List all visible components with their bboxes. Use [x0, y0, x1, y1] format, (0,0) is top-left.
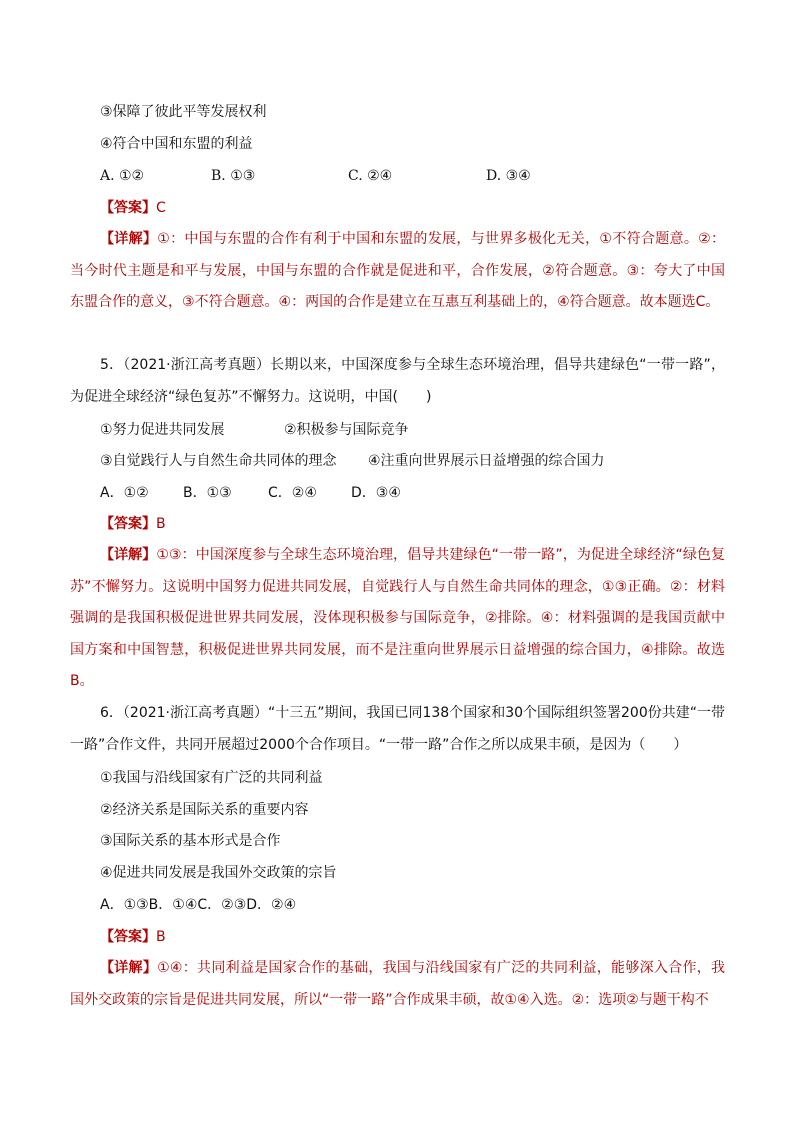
q6-item-4: ④促进共同发展是我国外交政策的宗旨 — [100, 865, 337, 881]
choice-b: B. ①③ — [211, 168, 256, 184]
q5-answer-line — [100, 514, 166, 534]
q5-choice-c: C．②④ — [268, 485, 317, 501]
q5-item-1: ①努力促进共同发展 — [100, 422, 225, 438]
choice-d: D. ③④ — [486, 168, 531, 184]
q5-answer-value: B — [156, 516, 166, 532]
choice-a: A. ①② — [100, 168, 145, 184]
explanation-paragraph — [70, 224, 725, 319]
q6-answer-label: 【答案】 — [100, 929, 156, 945]
choice-c: C. ②④ — [348, 168, 393, 184]
answer-line — [100, 198, 166, 218]
question-6-stem: 6．（2021·浙江高考真题）“十三五”期间，我国已同138个国家和30个国际组织签署200份共建“一带一路”合作文件，共同开展超过2000个合作项目。“一带一路”合作之所以成果丰硕，是因为（ ） — [70, 705, 726, 753]
q6-answer-line — [100, 927, 166, 947]
q5-explanation-label: 【详解】 — [100, 547, 157, 563]
q5-explanation-paragraph — [70, 540, 725, 698]
q6-choices: A．①③B．①④C．②③D．②④ — [100, 897, 297, 913]
q5-choice-a: A．①② — [100, 485, 149, 501]
answer-value: C — [156, 200, 166, 216]
answer-label: 【答案】 — [100, 200, 156, 216]
q6-explanation-label: 【详解】 — [100, 960, 158, 976]
q6-item-2: ②经济关系是国际关系的重要内容 — [100, 802, 309, 818]
explanation-label: 【详解】 — [100, 231, 158, 247]
q5-item-4: ④注重向世界展示日益增强的综合国力 — [368, 453, 605, 469]
q6-answer-value: B — [156, 929, 166, 945]
q6-explanation-text: ①④：共同利益是国家合作的基础，我国与沿线国家有广泛的共同利益，能够深入合作，我国外交政策的宗旨是促进共同发展，所以“一带一路”合作成果丰硕，故①④入选。②：选项②与题干构不 — [70, 960, 725, 1008]
q5-choice-d: D．③④ — [351, 485, 401, 501]
q5-item-2: ②积极参与国际竞争 — [284, 422, 409, 438]
q5-item-3: ③自觉践行人与自然生命共同体的理念 — [100, 453, 337, 469]
question-5-stem: 5．（2021·浙江高考真题）长期以来，中国深度参与全球生态环境治理，倡导共建绿色“一带一路”，为促进全球经济“绿色复苏”不懈努力。这说明，中国( ) — [70, 357, 725, 405]
q6-item-1: ①我国与沿线国家有广泛的共同利益 — [100, 770, 323, 786]
q5-explanation-text: ①③：中国深度参与全球生态环境治理，倡导共建绿色“一带一路”，为促进全球经济“绿色复苏”不懈努力。这说明中国努力促进共同发展，自觉践行人与自然生命共同体的理念，①③正确。②：材料强调的是我国积极促进世界共同发展，没体现积极参与国际竞争，②排除。④：材料强调的是我国贡献中国方案和中国智慧，积极促进世界共同发展，而不是注重向世界展示日益增强的综合国力，④排除。故选B。 — [70, 547, 726, 689]
q5-answer-label: 【答案】 — [100, 516, 156, 532]
q6-item-3: ③国际关系的基本形式是合作 — [100, 833, 281, 849]
q5-choice-b: B．①③ — [183, 485, 232, 501]
explanation-text: ①：中国与东盟的合作有利于中国和东盟的发展，与世界多极化无关，①不符合题意。②：当今时代主题是和平与发展，中国与东盟的合作就是促进和平，合作发展，②符合题意。③：夸大了中国东盟合作的意义，③不符合题意。④：两国的合作是建立在互惠互利基础上的，④符合题意。故本题选C。 — [70, 231, 726, 310]
q6-explanation-paragraph — [70, 953, 725, 1016]
option-item-3: ③保障了彼此平等发展权利 — [100, 104, 267, 120]
option-item-4: ④符合中国和东盟的利益 — [100, 136, 253, 152]
